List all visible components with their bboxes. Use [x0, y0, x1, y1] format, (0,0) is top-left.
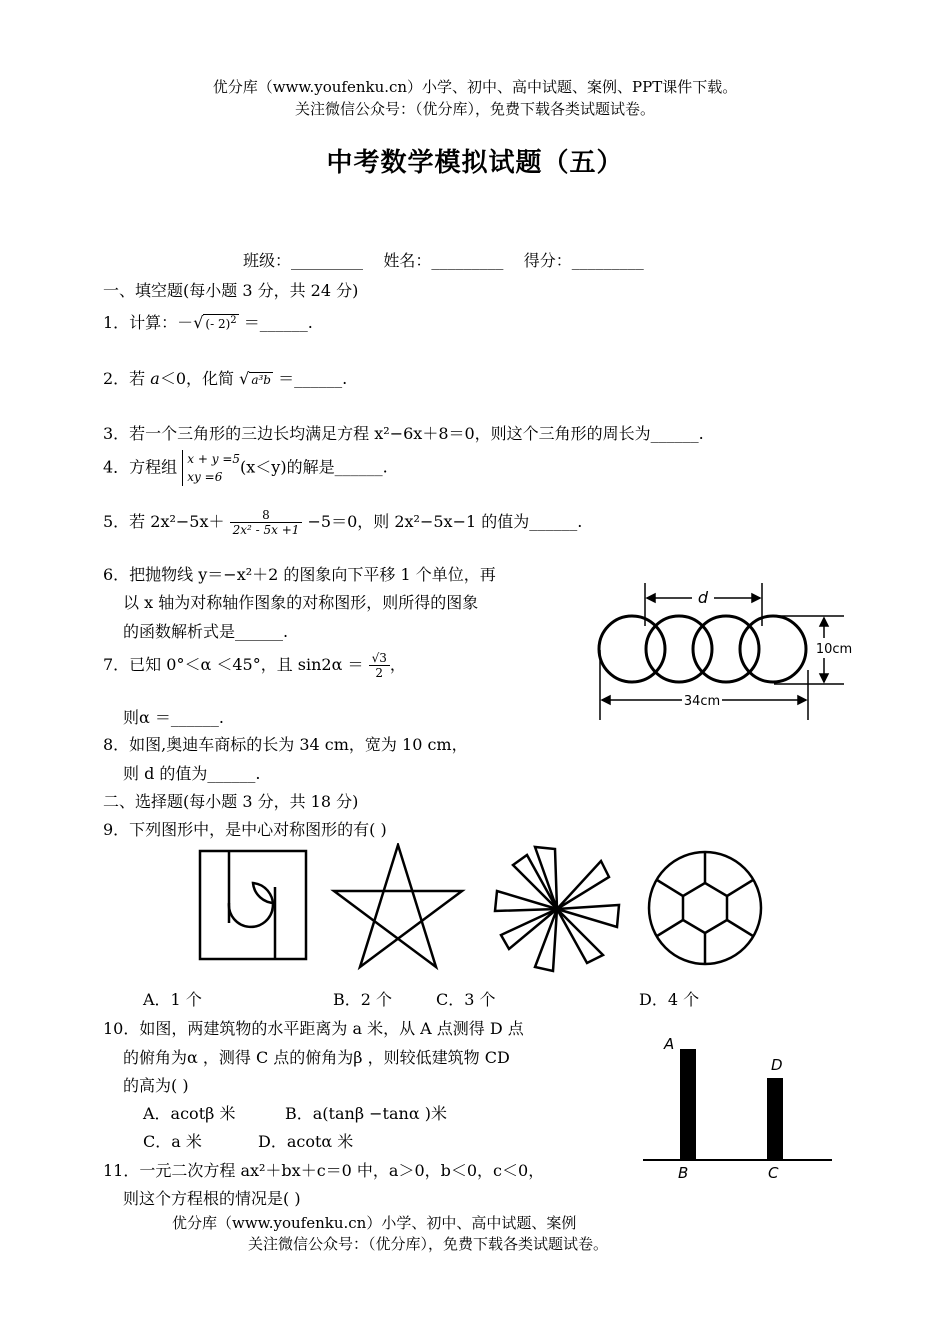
q9-option-d[interactable]: D．4 个: [639, 990, 700, 1009]
section-1-heading: 一、填空题(每小题 3 分，共 24 分): [103, 281, 359, 300]
pentagram-figure: [334, 845, 462, 967]
q9-figures: [195, 843, 765, 973]
q4-eq2: xy =6: [187, 470, 223, 484]
question-1: [103, 310, 313, 333]
building-cd: [767, 1078, 783, 1159]
name-label: 姓名：: [383, 251, 432, 270]
q4-eq1: x + y =5: [187, 452, 241, 466]
sqrt-symbol: √: [239, 369, 250, 388]
label-c: C: [768, 1164, 779, 1182]
height-label: 10cm: [815, 642, 853, 657]
question-2: [103, 366, 347, 389]
score-blank[interactable]: _________: [571, 251, 644, 270]
q5-den: 2x² - 5x +1: [232, 523, 300, 537]
question-5: [103, 508, 582, 537]
q5-prefix: 5．若 2x²−5x＋: [103, 512, 225, 531]
pinwheel-figure: [495, 847, 619, 971]
q7-prefix: 7．已知 0°＜α ＜45°，且 sin2α ＝: [103, 655, 364, 674]
q2-var: a: [150, 369, 160, 388]
width-label: 34cm: [683, 694, 721, 709]
q7-den: 2: [375, 666, 384, 680]
question-10-line-1: 10．如图，两建筑物的水平距离为 a 米，从 A 点测得 D 点: [103, 1019, 524, 1038]
q7-num: √3: [369, 651, 390, 666]
q5-fraction: [230, 508, 303, 537]
q9-option-a[interactable]: A．1 个: [143, 990, 202, 1009]
q7-fraction: [369, 651, 390, 680]
audi-logo-figure: [592, 580, 857, 725]
question-11-line-2: 则这个方程根的情况是( ): [123, 1189, 301, 1208]
footer-line-1: 优分库（www.youfenku.cn）小学、初中、高中试题、案例: [172, 1214, 577, 1232]
header-line-1: 优分库（www.youfenku.cn）小学、初中、高中试题、案例、PPT课件下载。: [212, 78, 738, 96]
question-7: [103, 651, 406, 680]
q10-option-b[interactable]: B．a(tanβ −tanα )米: [285, 1104, 447, 1123]
question-10-line-2: 的俯角为α ，测得 C 点的俯角为β ，则较低建筑物 CD: [123, 1048, 510, 1067]
q4-suffix: (x＜y)的解是______.: [240, 457, 388, 477]
class-blank[interactable]: _________: [291, 251, 364, 270]
q2-radicand: a³b: [251, 373, 271, 387]
question-6-line-1: 6．把抛物线 y＝−x²＋2 的图象向下平移 1 个单位，再: [103, 565, 496, 584]
q9-option-c[interactable]: C．3 个: [436, 990, 496, 1009]
question-8-line-1: 8．如图,奥迪车商标的长为 34 cm，宽为 10 cm，: [103, 735, 468, 754]
question-11-line-1: 11．一元二次方程 ax²＋bx＋c＝0 中，a＞0，b＜0，c＜0，: [103, 1161, 545, 1180]
q10-option-c[interactable]: C．a 米: [143, 1132, 202, 1151]
q1-radicand: [203, 314, 238, 331]
q1-suffix: ＝______.: [243, 313, 313, 332]
header-line-2: 关注微信公众号：（优分库），免费下载各类试题试卷。: [294, 100, 655, 118]
page-title: 中考数学模拟试题（五）: [326, 148, 624, 178]
label-b: B: [678, 1164, 689, 1182]
q9-option-b[interactable]: B．2 个: [333, 990, 393, 1009]
q2-mid: ＜0，化简: [159, 369, 235, 388]
name-blank[interactable]: _________: [431, 251, 504, 270]
q2-prefix: 2．若: [103, 369, 151, 388]
q2-suffix: ＝______.: [278, 369, 348, 388]
question-3: 3．若一个三角形的三边长均满足方程 x²−6x＋8＝0，则这个三角形的周长为______.: [103, 424, 704, 443]
question-4: [103, 450, 388, 486]
q1-radicand-text: (- 2): [205, 317, 231, 331]
question-10-line-3: 的高为( ): [123, 1076, 189, 1095]
sqrt-symbol: √: [193, 313, 204, 332]
footer-line-2: 关注微信公众号：（优分库），免费下载各类试题试卷。: [248, 1235, 609, 1253]
q5-suffix: −5＝0，则 2x²−5x−1 的值为______.: [307, 512, 583, 531]
info-line: [243, 248, 644, 271]
class-label: 班级：: [243, 251, 292, 270]
building-ab: [680, 1049, 696, 1159]
label-a: A: [664, 1035, 675, 1053]
square-swirl-figure: [200, 851, 306, 959]
ring-4: [740, 616, 806, 682]
q7-suffix: ，: [389, 655, 406, 674]
question-9: 9．下列图形中，是中心对称图形的有( ): [103, 820, 387, 839]
question-6-line-2: 以 x 轴为对称轴作图象的对称图形，则所得的图象: [123, 593, 479, 612]
score-label: 得分：: [523, 251, 572, 270]
label-d: D: [771, 1056, 783, 1074]
q1-prefix: 1．计算：－: [103, 313, 194, 332]
q5-num: 8: [230, 508, 303, 523]
q4-prefix: 4．方程组: [103, 457, 178, 477]
soccer-ball-figure: [649, 852, 761, 964]
section-2-heading: 二、选择题(每小题 3 分，共 18 分): [103, 792, 359, 811]
q4-system: [182, 450, 240, 486]
buildings-figure: [640, 1030, 840, 1185]
q10-option-d[interactable]: D．acotα 米: [258, 1132, 354, 1151]
question-6-line-3: 的函数解析式是______.: [123, 622, 289, 641]
d-label: d: [697, 588, 709, 607]
q1-exp: 2: [230, 315, 237, 326]
question-8-line-2: 则 d 的值为______.: [123, 764, 261, 783]
q10-option-a[interactable]: A．acotβ 米: [143, 1104, 236, 1123]
question-7-line-2: 则α ＝______.: [123, 708, 224, 727]
